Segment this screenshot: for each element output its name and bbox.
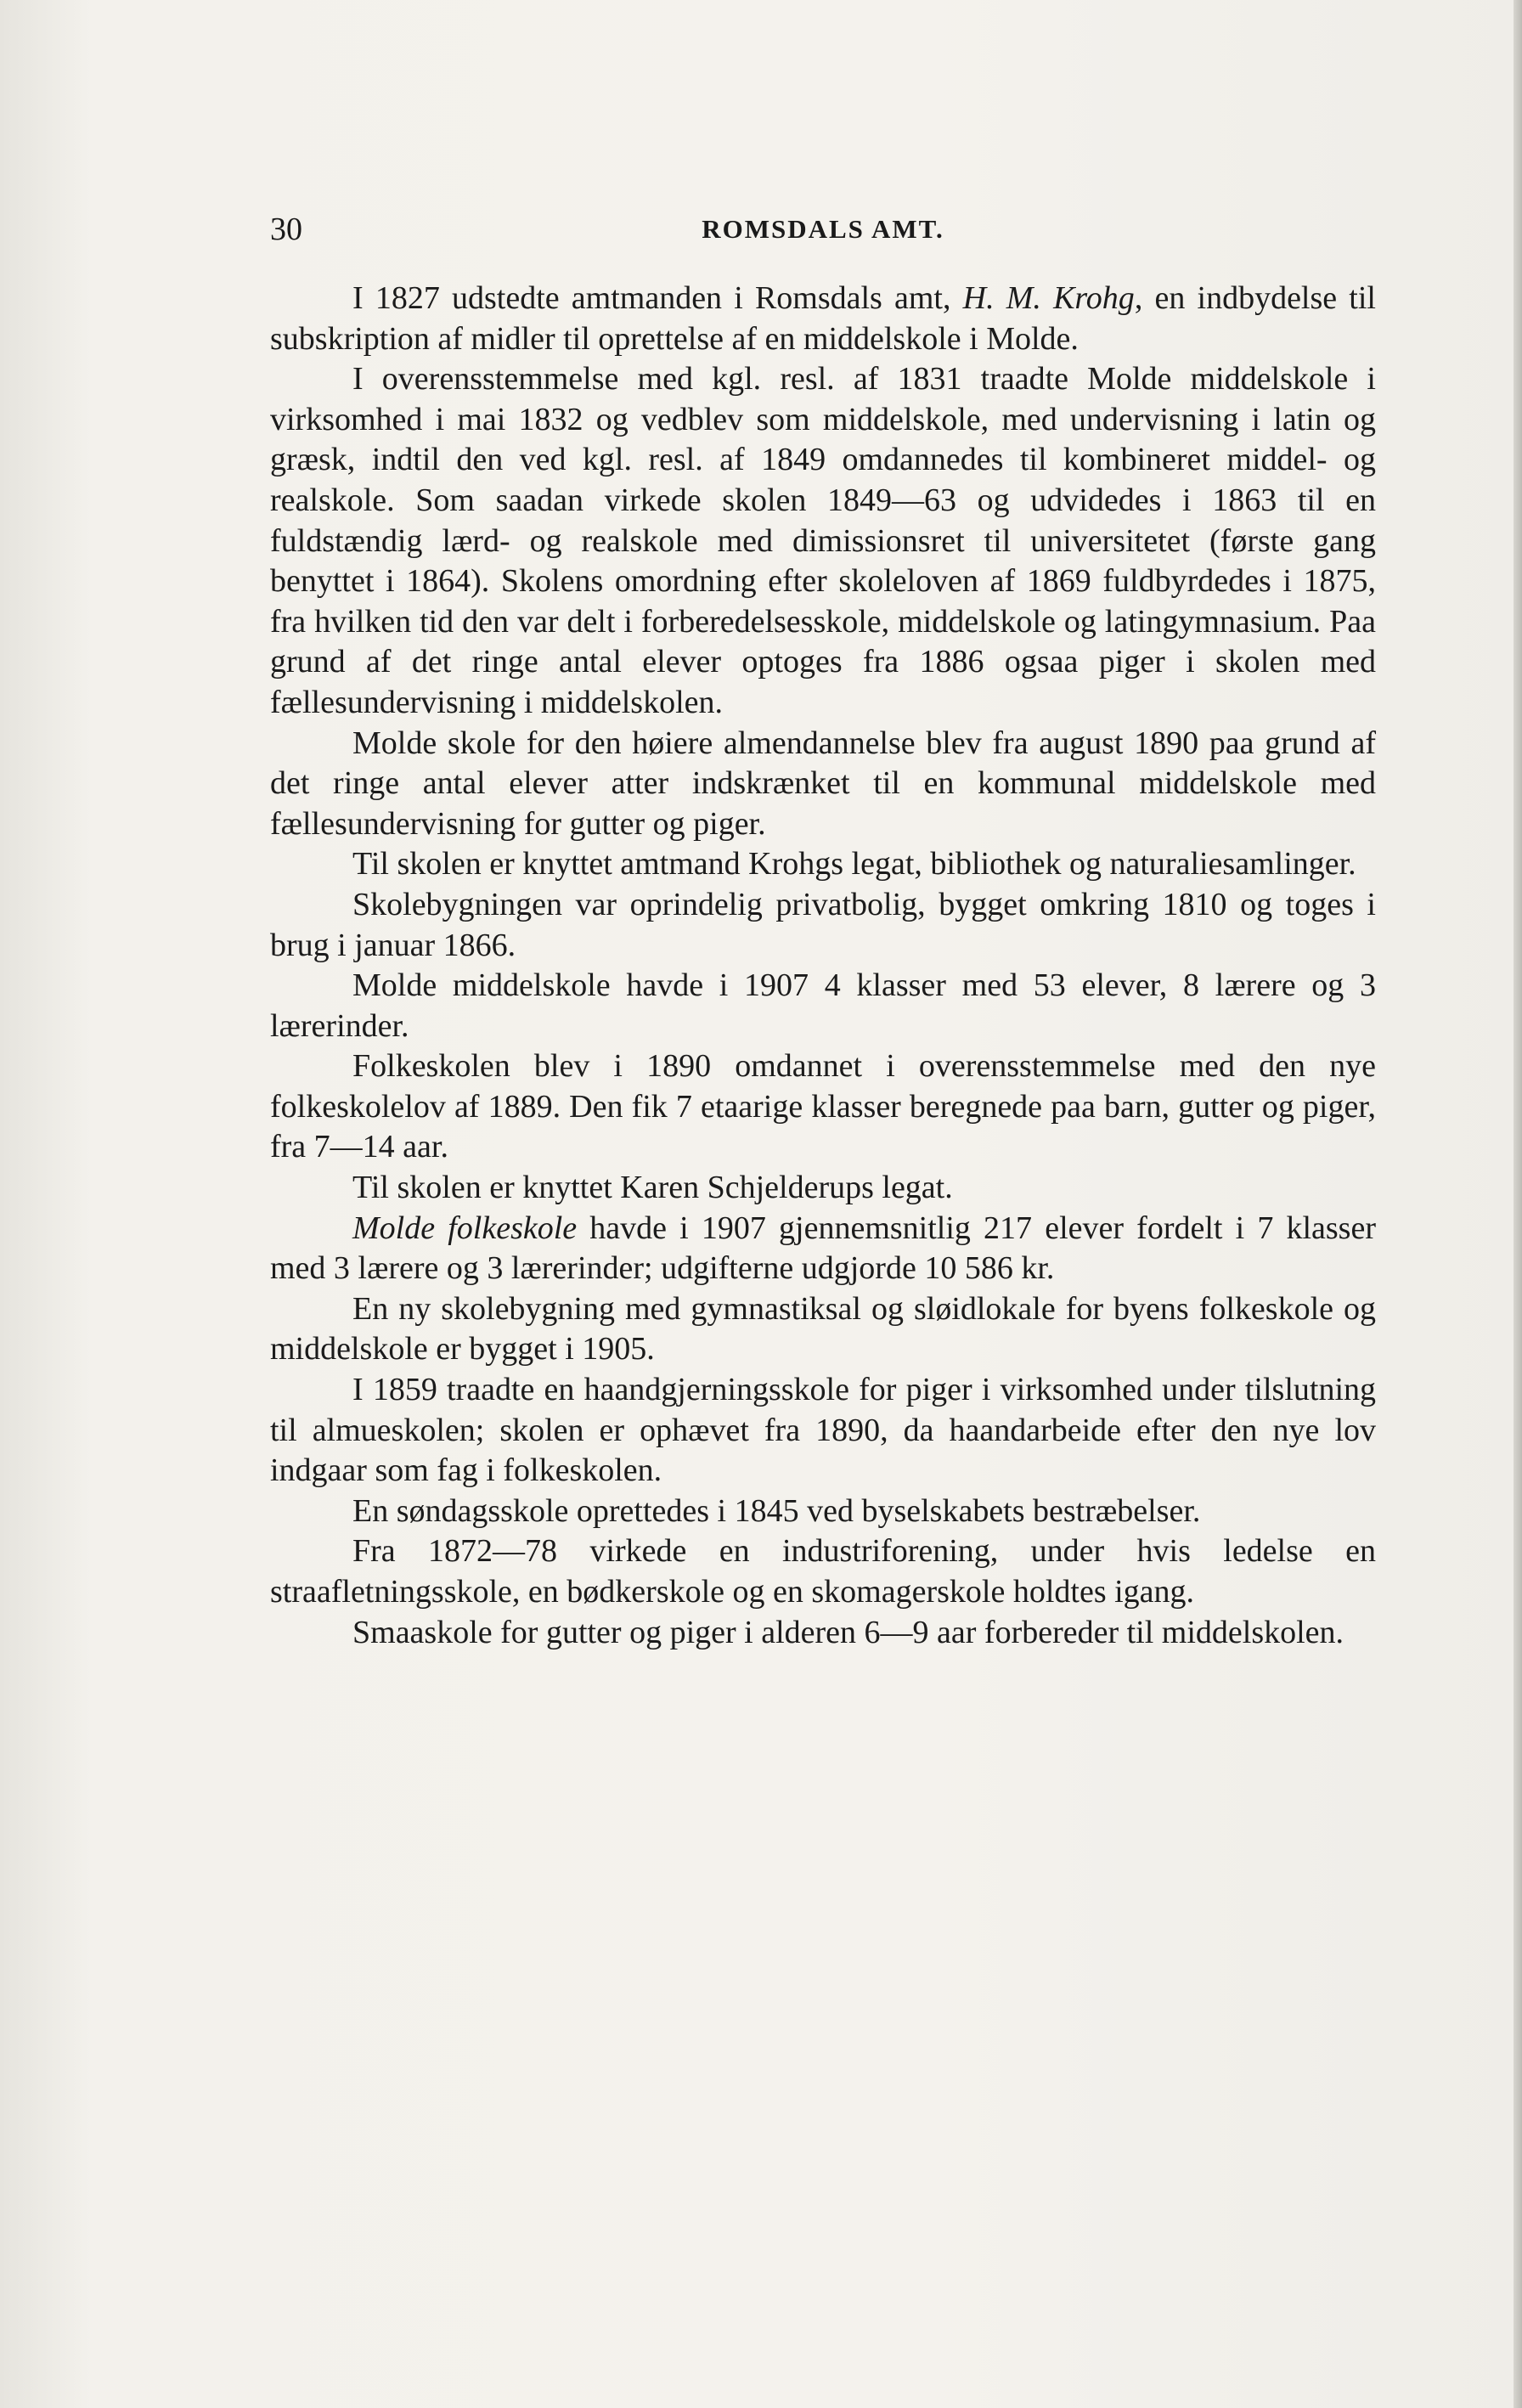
paragraph: I 1827 udstedte amtmanden i Romsdals amt, H. M. Krohg, en indbydelse til subskription af midler til oprettelse af en middelskole i Molde. (270, 280, 1376, 357)
paragraph: Til skolen er knyttet amtmand Krohgs legat, bibliothek og naturaliesamlinger. (352, 846, 1356, 883)
paragraph: I 1859 traadte en haandgjerningsskole for piger i virksomhed under tilslutning til almueskolen; skolen er ophævet fra 1890, da haandarbeide efter den nye lov indgaar som fag i folkeskolen. (270, 1372, 1376, 1489)
paragraph: Skolebygningen var oprindelig privatbolig, bygget omkring 1810 og toges i brug i januar 1866. (270, 886, 1376, 963)
paragraph: Fra 1872—78 virkede en industriforening, under hvis ledelse en straafletningsskole, en bødkerskole og en skomagerskole holdtes igang. (270, 1533, 1376, 1610)
paragraph: Molde skole for den høiere almendannelse blev fra august 1890 paa grund af det ringe antal elever atter indskrænket til en kommunal middelskole med fællesundervisning for gutter og piger. (270, 725, 1376, 842)
paragraph: Molde folkeskole havde i 1907 gjennemsnitlig 217 elever fordelt i 7 klasser med 3 lærere og 3 lærerinder; udgifterne udgjorde 10 586 kr. (270, 1210, 1376, 1287)
paragraph: Folkeskolen blev i 1890 omdannet i overensstemmelse med den nye folkeskolelov af 1889. Den fik 7 etaarige klasser beregnede paa barn, gutter og piger, fra 7—14 aar. (270, 1048, 1376, 1165)
body-text (270, 279, 1376, 1653)
paragraph: I overensstemmelse med kgl. resl. af 1831 traadte Molde middelskole i virksomhed i mai 1832 og vedblev som middelskole, med undervisning i latin og græsk, indtil den ved kgl. resl. af 1849 omdannedes til kombineret middel- og realskole. Som saadan virkede skolen 1849—63 og udvidedes i 1863 til en fuldstændig lærd- og realskole med dimissionsret til universitetet (første gang benyttet i 1864). Skolens omordning efter skoleloven af 1869 fuldbyrdedes i 1875, fra hvilken tid den var delt i forberedelsesskole, middelskole og latingymnasium. Paa grund af det ringe antal elever optoges fra 1886 ogsaa piger i skolen med fællesundervisning i middelskolen. (270, 361, 1376, 720)
page-edge (1514, 0, 1522, 2408)
page-header (270, 204, 1376, 255)
paragraph: Til skolen er knyttet Karen Schjelderups legat. (352, 1170, 953, 1206)
paragraph: En søndagsskole oprettedes i 1845 ved byselskabets bestræbelser. (352, 1492, 1201, 1529)
page-number: 30 (270, 211, 302, 247)
paragraph: En ny skolebygning med gymnastiksal og sløidlokale for byens folkeskole og middelskole er bygget i 1905. (270, 1290, 1376, 1368)
italic-name: Molde folkeskole (352, 1210, 578, 1246)
paragraph: Smaaskole for gutter og piger i alderen 6—9 aar forbereder til middelskolen. (352, 1614, 1344, 1650)
paragraph: Molde middelskole havde i 1907 4 klasser med 53 elever, 8 lærere og 3 lærerinder. (270, 967, 1376, 1044)
running-head: ROMSDALS AMT. (702, 214, 944, 244)
italic-name: H. M. Krohg (962, 280, 1135, 316)
